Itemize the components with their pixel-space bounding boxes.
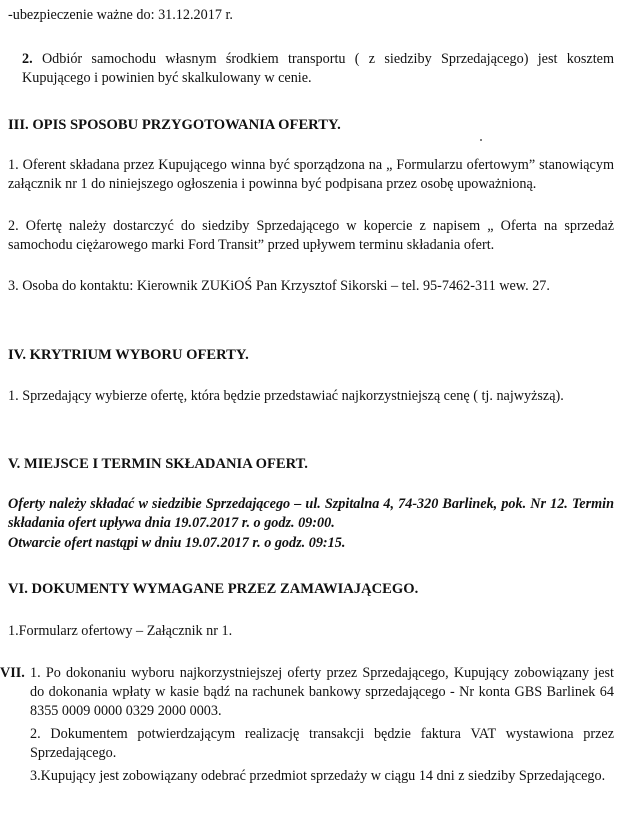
section-7-label: VII. xyxy=(0,665,25,681)
section-7-item-3: 3.Kupujący jest zobowiązany odebrać przedmiot sprzedaży w ciągu 14 dni z siedziby Sprzedającego. xyxy=(30,768,606,784)
section-5-paragraph-1: Oferty należy składać w siedzibie Sprzedającego – ul. Szpitalna 4, 74-320 Barlinek, pok. Nr 12. Termin składania ofert upływa dnia 19.07.2017 r. o godz. 09:00. xyxy=(8,496,614,531)
section-5-paragraph-2: Otwarcie ofert nastąpi w dniu 19.07.2017 r. o godz. 09:15. xyxy=(8,535,346,551)
scan-speck xyxy=(480,139,482,141)
pickup-paragraph xyxy=(22,50,614,88)
section-6-heading: VI. DOKUMENTY WYMAGANE PRZEZ ZAMAWIAJĄCEGO. xyxy=(8,581,419,597)
section-7-item-1: 1. Po dokonaniu wyboru najkorzystniejszej oferty przez Sprzedającego, Kupujący zobowiązany jest do dokonania wpłaty w kasie bądź na rachunek bankowy sprzedającego - Nr konta GBS Barlinek 64 8355 0009 0000 0329 2000 0003. xyxy=(30,665,614,719)
pickup-number: 2. xyxy=(22,51,33,67)
section-7-item-2: 2. Dokumentem potwierdzającym realizację transakcji będzie faktura VAT wystawiona przez Sprzedającego. xyxy=(30,726,614,761)
section-3-item-1: 1. Oferent składana przez Kupującego winna być sporządzona na „ Formularzu ofertowym” stanowiącym załącznik nr 1 do niniejszego ogłoszenia i powinna być podpisana przez osobę upoważnioną. xyxy=(8,157,614,192)
section-3-item-3: 3. Osoba do kontaktu: Kierownik ZUKiOŚ Pan Krzysztof Sikorski – tel. 95-7462-311 wew. 27. xyxy=(8,278,550,294)
section-3-heading: III. OPIS SPOSOBU PRZYGOTOWANIA OFERTY. xyxy=(8,117,341,133)
pickup-text: Odbiór samochodu własnym środkiem transportu ( z siedziby Sprzedającego) jest kosztem Kupującego i powinien być skalkulowany w cenie. xyxy=(22,51,614,86)
section-4-item-1: 1. Sprzedający wybierze ofertę, która będzie przedstawiać najkorzystniejszą cenę ( tj. najwyższą). xyxy=(8,388,564,404)
section-3-item-2: 2. Ofertę należy dostarczyć do siedziby Sprzedającego w kopercie z napisem „ Oferta na sprzedaż samochodu ciężarowego marki Ford Transit” przed upływem terminu składania ofert. xyxy=(8,218,614,253)
section-6-item-1: 1.Formularz ofertowy – Załącznik nr 1. xyxy=(8,623,233,639)
section-5-heading: V. MIEJSCE I TERMIN SKŁADANIA OFERT. xyxy=(8,456,308,472)
insurance-line: -ubezpieczenie ważne do: 31.12.2017 r. xyxy=(8,7,233,23)
section-4-heading: IV. KRYTRIUM WYBORU OFERTY. xyxy=(8,347,249,363)
